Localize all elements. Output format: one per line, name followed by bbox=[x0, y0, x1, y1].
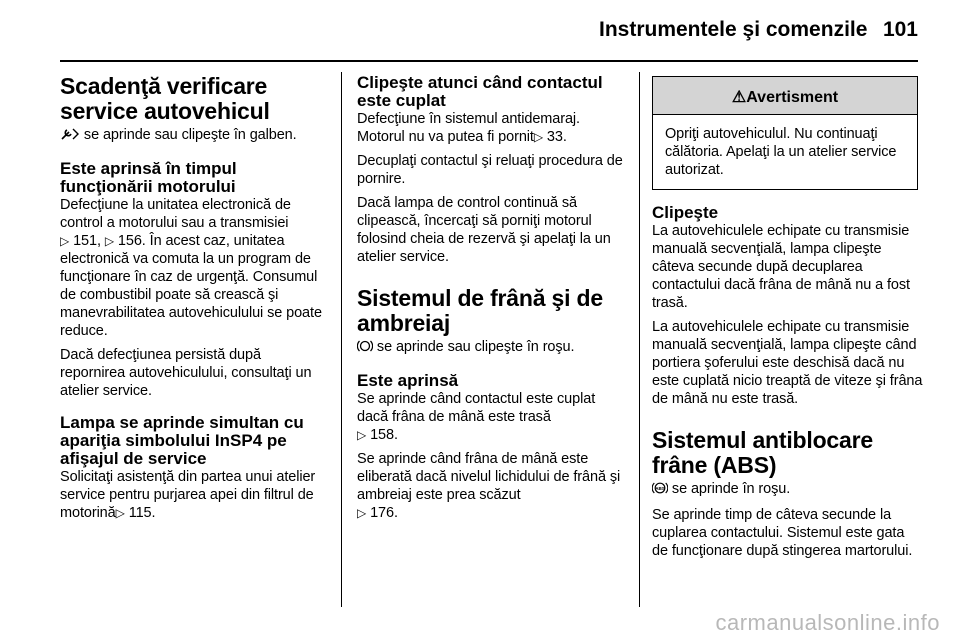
subsection-title-on-running: Este aprinsă în timpul funcţionării motorului bbox=[60, 159, 237, 196]
svg-text:ABS: ABS bbox=[655, 486, 665, 491]
paragraph: La autovehiculele echipate cu transmisie manuală secvenţială, lampa clipeşte câteva secunde după decuplarea contactului dacă frâna de mână nu a fost trasă. bbox=[652, 223, 910, 311]
warning-heading: ⚠Avertisment bbox=[653, 77, 917, 115]
paragraph: La autovehiculele echipate cu transmisie manuală secvenţială, lampa clipeşte când portiera şoferului este deschisă dacă nu este cuplată nicio treaptă de viteze şi frâna de mână nu este trasă. bbox=[652, 319, 923, 407]
subsection-title-flashing: Clipeşte atunci când contactul este cuplat bbox=[357, 73, 603, 110]
page-ref-arrow-icon: ▷ bbox=[60, 234, 70, 248]
page-ref-arrow-icon: ▷ bbox=[104, 234, 114, 248]
warning-box bbox=[652, 76, 918, 190]
column-2 bbox=[357, 74, 625, 528]
column-1 bbox=[60, 74, 326, 528]
page-number: 101 bbox=[882, 18, 918, 41]
service-intro: se aprinde sau clipeşte în galben. bbox=[60, 126, 326, 146]
paragraph: Defecţiune la unitatea electronică de control a motorului sau a transmisiei ▷ 151, ▷ 156. În acest caz, unitatea electronică va comuta la un program de funcţionare în caz de urgenţă. Consumul de combustibil poate să crească şi manevrabilitatea autovehiculului se poate reduce. bbox=[60, 197, 322, 339]
warning-triangle-icon: ⚠ bbox=[731, 89, 747, 106]
brake-intro: se aprinde sau clipeşte în roşu. bbox=[357, 338, 625, 358]
paragraph: Dacă defecţiunea persistă după repornirea autovehiculului, consultaţi un atelier service. bbox=[60, 347, 312, 399]
paragraph: Se aprinde când contactul este cuplat dacă frâna de mână este trasă ▷ 158. bbox=[357, 391, 596, 443]
header-title: Instrumentele şi comenzile bbox=[599, 18, 868, 41]
paragraph: Solicitaţi asistenţă din partea unui atelier service pentru purjarea apei din filtrul de motorină▷ 115. bbox=[60, 469, 316, 521]
page-ref-arrow-icon: ▷ bbox=[357, 428, 367, 442]
column-divider-2 bbox=[639, 72, 640, 607]
header-rule bbox=[60, 60, 918, 62]
paragraph: Se aprinde când frâna de mână este eliberată dacă nivelul lichidului de frână şi ambreiaj este prea scăzut ▷ 176. bbox=[357, 451, 621, 521]
wrench-service-icon bbox=[60, 127, 80, 146]
column-divider-1 bbox=[341, 72, 342, 607]
page-ref-arrow-icon: ▷ bbox=[115, 506, 125, 520]
subsection-title-clipeste: Clipeşte bbox=[652, 203, 719, 222]
section-title-abs: Sistemul antiblocare frâne (ABS) bbox=[652, 427, 873, 478]
column-3 bbox=[652, 74, 924, 566]
brake-warning-icon bbox=[357, 339, 373, 358]
watermark: carmanualsonline.info bbox=[715, 610, 940, 635]
abs-icon bbox=[652, 481, 668, 500]
paragraph: Decuplaţi contactul şi reluaţi procedura de pornire. bbox=[357, 153, 623, 187]
subsection-title-insp4: Lampa se aprinde simultan cu apariţia simbolului InSP4 pe afişajul de service bbox=[60, 413, 304, 468]
page-ref-arrow-icon: ▷ bbox=[533, 130, 543, 144]
warning-body: Opriţi autovehiculul. Nu continuaţi călătoria. Apelaţi la un atelier service autorizat. bbox=[665, 126, 897, 178]
subsection-title-lit: Este aprinsă bbox=[357, 371, 459, 390]
paragraph: Dacă lampa de control continuă să clipească, încercaţi să porniţi motorul folosind cheia de rezervă şi apelaţi la un atelier service. bbox=[357, 195, 611, 265]
page-ref-arrow-icon: ▷ bbox=[357, 506, 367, 520]
section-title-service: Scadenţă verificare service autovehicul bbox=[60, 73, 270, 124]
section-title-brake: Sistemul de frână şi de ambreiaj bbox=[357, 285, 603, 336]
paragraph: Defecţiune în sistemul antidemaraj. Motorul nu va putea fi pornit▷ 33. bbox=[357, 111, 580, 145]
paragraph: Se aprinde timp de câteva secunde la cuplarea contactului. Sistemul este gata de funcţionare după stingerea martorului. bbox=[652, 507, 913, 559]
abs-intro: ABS se aprinde în roşu. bbox=[652, 480, 924, 500]
